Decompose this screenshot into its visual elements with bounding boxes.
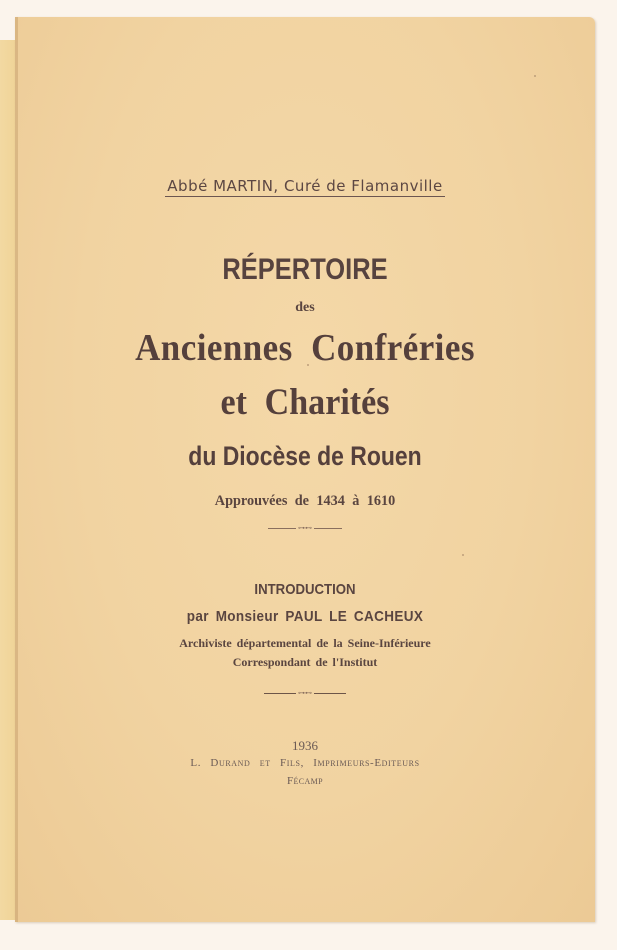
title-anciennes-confreries: Anciennes Confréries <box>135 327 475 369</box>
ornament-knot-icon: ⊶⊷ <box>298 689 312 697</box>
author-text: Abbé MARTIN, Curé de Flamanville <box>167 177 443 195</box>
imprint-publisher: L. Durand et Fils, Imprimeurs-Editeurs <box>190 757 420 769</box>
title-et-charites: et Charités <box>220 382 390 423</box>
divider-rule <box>268 528 296 529</box>
book-cover <box>15 17 595 922</box>
paper-speck <box>534 75 536 77</box>
divider-rule <box>314 528 342 529</box>
subtitle-dates: Approuvées de 1434 à 1610 <box>214 493 396 509</box>
divider-rule <box>264 693 296 695</box>
introduction-by-line: par Monsieur PAUL LE CACHEUX <box>186 608 424 625</box>
introduction-role-archiviste: Archiviste départemental de la Seine-Inférieure <box>179 636 431 650</box>
introduction-heading: INTRODUCTION <box>254 581 356 598</box>
author-line <box>15 177 595 195</box>
title-diocese-de-rouen: du Diocèse de Rouen <box>188 441 422 471</box>
title-repertoire: RÉPERTOIRE <box>222 253 388 286</box>
imprint-city: Fécamp <box>286 775 324 787</box>
imprint-year: 1936 <box>292 738 318 753</box>
ornament-knot-icon: ⊶⊷ <box>298 524 312 532</box>
introduction-role-correspondant: Correspondant de l'Institut <box>232 655 378 669</box>
ornament-divider <box>15 525 595 532</box>
ornament-divider <box>15 690 595 697</box>
paper-speck <box>462 554 464 556</box>
title-des: des <box>295 300 315 315</box>
divider-rule <box>314 693 346 695</box>
